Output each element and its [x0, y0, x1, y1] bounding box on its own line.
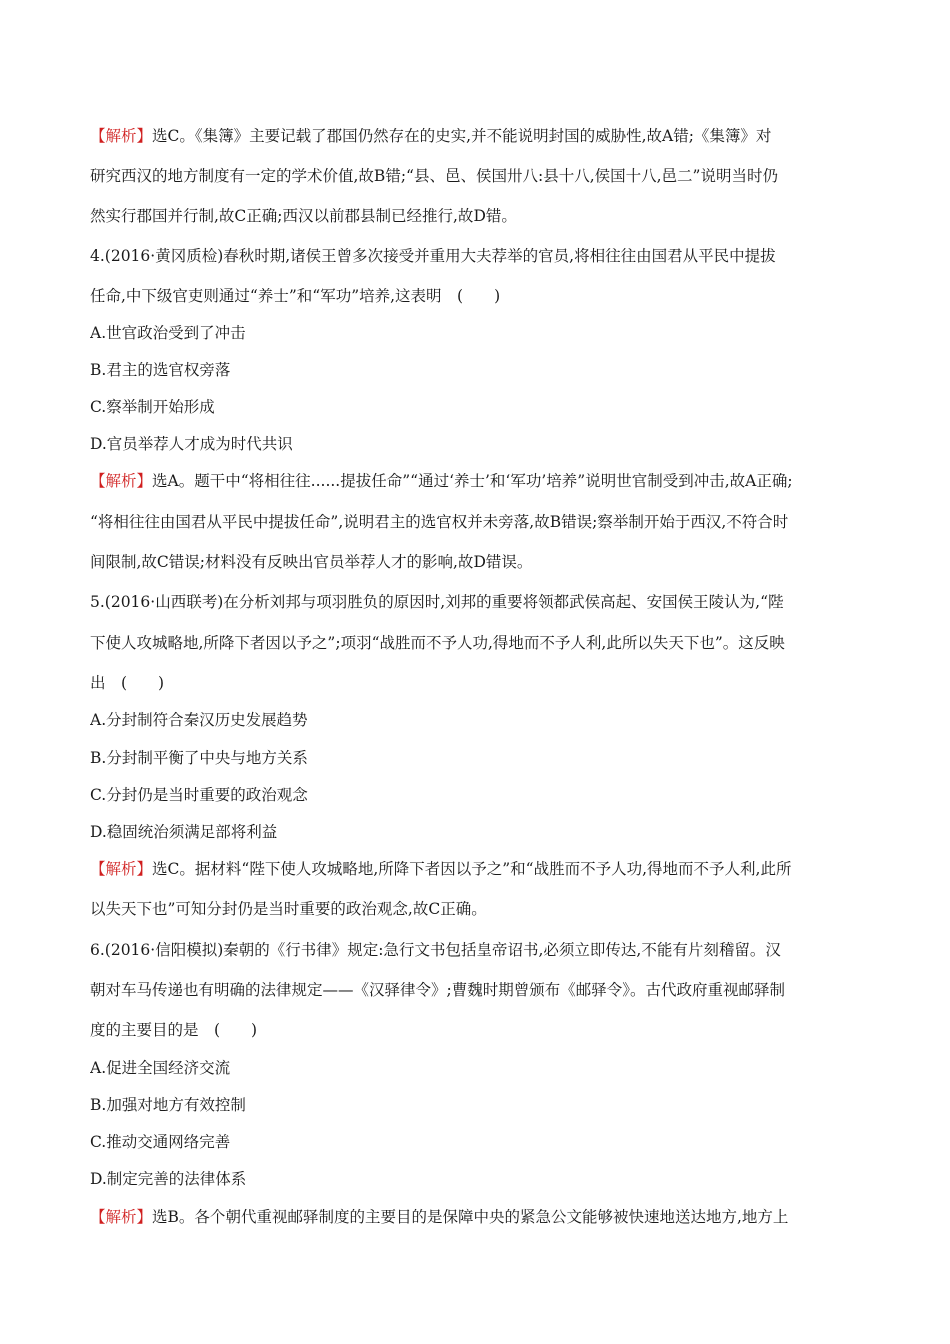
- option-c: C.分封仍是当时重要的政治观念: [90, 786, 308, 804]
- option-d: D.制定完善的法律体系: [90, 1170, 247, 1188]
- analysis-line: 以失天下也”可知分封仍是当时重要的政治观念,故C正确。: [90, 900, 487, 918]
- analysis-line: 【解析】选B。各个朝代重视邮驿制度的主要目的是保障中央的紧急公文能够被快速地送达地方,地方上: [90, 1208, 789, 1226]
- analysis-tag: 【解析】: [90, 860, 153, 878]
- analysis-line: 然实行郡国并行制,故C正确;西汉以前郡县制已经推行,故D错。: [90, 207, 517, 225]
- option-a: A.分封制符合秦汉历史发展趋势: [90, 711, 308, 729]
- question-stem-line: 6.(2016·信阳模拟)秦朝的《行书律》规定:急行文书包括皇帝诏书,必须立即传达,不能有片刻稽留。汉: [90, 941, 781, 959]
- question-stem-line: 下使人攻城略地,所降下者因以予之”;项羽“战胜而不予人功,得地而不予人利,此所以失天下也”。这反映: [90, 634, 785, 652]
- option-c: C.察举制开始形成: [90, 398, 215, 416]
- option-d: D.官员举荐人才成为时代共识: [90, 435, 293, 453]
- option-a: A.促进全国经济交流: [90, 1059, 231, 1077]
- option-a: A.世官政治受到了冲击: [90, 324, 246, 342]
- question-stem-line: 任命,中下级官吏则通过“养士”和“军功”培养,这表明 ( ): [90, 287, 501, 305]
- question-stem-line: 出 ( ): [90, 674, 165, 692]
- question-stem-line: 5.(2016·山西联考)在分析刘邦与项羽胜负的原因时,刘邦的重要将领都武侯高起、安国侯王陵认为,“陛: [90, 593, 784, 611]
- analysis-line: 间限制,故C错误;材料没有反映出官员举荐人才的影响,故D错误。: [90, 553, 533, 571]
- option-b: B.加强对地方有效控制: [90, 1096, 246, 1114]
- question-stem-line: 朝对车马传递也有明确的法律规定——《汉驿律令》;曹魏时期曾颁布《邮驿令》。古代政府重视邮驿制: [90, 981, 785, 999]
- analysis-line: 【解析】选C。《集簿》主要记载了郡国仍然存在的史实,并不能说明封国的威胁性,故A错;《集簿》对: [90, 127, 772, 145]
- question-stem-line: 度的主要目的是 ( ): [90, 1021, 258, 1039]
- option-b: B.君主的选官权旁落: [90, 361, 231, 379]
- option-c: C.推动交通网络完善: [90, 1133, 231, 1151]
- question-stem-line: 4.(2016·黄冈质检)春秋时期,诸侯王曾多次接受并重用大夫荐举的官员,将相往往由国君从平民中提拔: [90, 247, 776, 265]
- analysis-line: 【解析】选C。据材料“陛下使人攻城略地,所降下者因以予之”和“战胜而不予人功,得地而不予人利,此所: [90, 860, 792, 878]
- option-d: D.稳固统治须满足部将利益: [90, 823, 278, 841]
- analysis-line: “将相往往由国君从平民中提拔任命”,说明君主的选官权并未旁落,故B错误;察举制开始于西汉,不符合时: [90, 513, 789, 531]
- analysis-tag: 【解析】: [90, 1208, 153, 1226]
- analysis-tag: 【解析】: [90, 127, 153, 145]
- option-b: B.分封制平衡了中央与地方关系: [90, 749, 308, 767]
- analysis-tag: 【解析】: [90, 472, 153, 490]
- analysis-line: 【解析】选A。题干中“将相往往......提拔任命”“通过‘养士’和‘军功’培养”说明世官制受到冲击,故A正确;: [90, 472, 793, 490]
- analysis-line: 研究西汉的地方制度有一定的学术价值,故B错;“县、邑、侯国卅八:县十八,侯国十八,邑二”说明当时仍: [90, 167, 778, 185]
